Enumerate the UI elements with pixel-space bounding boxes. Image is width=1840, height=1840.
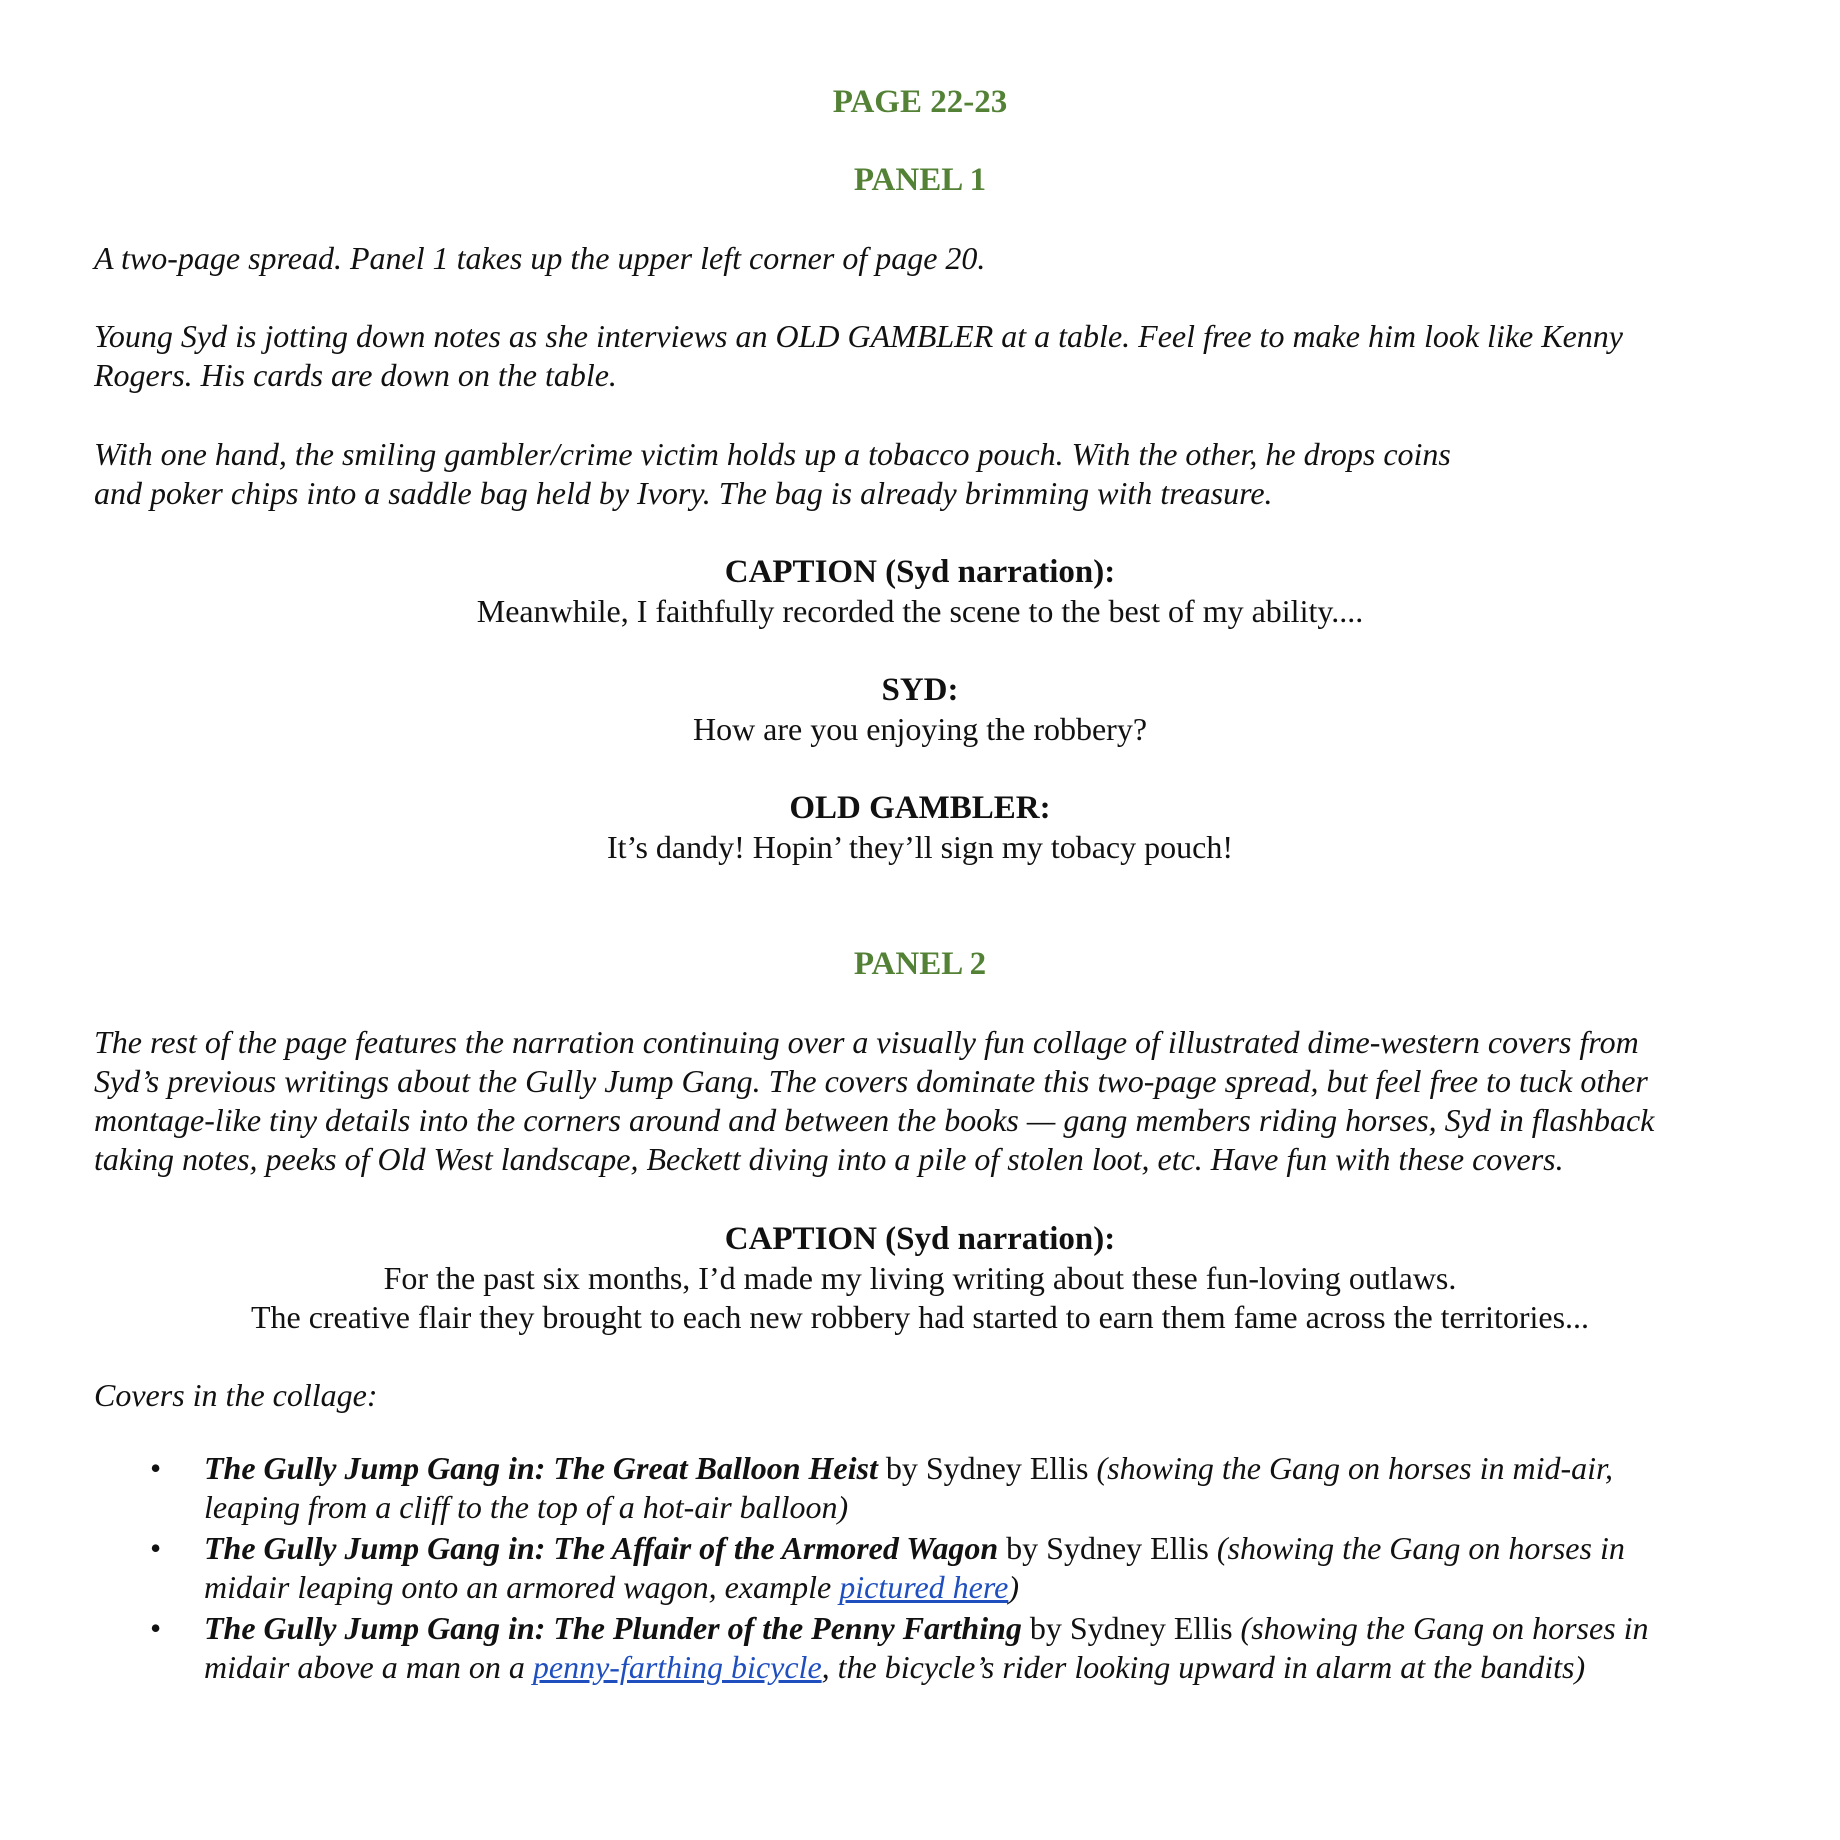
dialogue-line: Meanwhile, I faithfully recorded the scene to the best of my ability.... <box>476 593 1364 629</box>
caption-line-1: For the past six months, I’d made my living writing about these fun-loving outlaws. <box>383 1260 1457 1296</box>
dialogue-line: How are you enjoying the robbery? <box>692 711 1148 747</box>
cover-note: (showing the Gang on horses in mid-air, <box>1096 1450 1613 1486</box>
cover-title: The Gully Jump Gang in: The Affair of the Armored Wagon <box>204 1530 999 1566</box>
list-item <box>0 1609 1840 1687</box>
dialogue-speaker: OLD GAMBLER: <box>789 790 1051 826</box>
panel-1-description-3-line-1: With one hand, the smiling gambler/crime victim holds up a tobacco pouch. With the other, he drops coins <box>94 436 1451 472</box>
cover-note-text: midair leaping onto an armored wagon, example <box>204 1569 840 1605</box>
panel-1-description-2-line-1: Young Syd is jotting down notes as she interviews an OLD GAMBLER at a table. Feel free to make him look like Kenny <box>94 318 1623 354</box>
panel-1-description-1 <box>94 239 1774 278</box>
cover-note-text: , the bicycle’s rider looking upward in alarm at the bandits) <box>821 1649 1586 1685</box>
cover-note-line-2: leaping from a cliff to the top of a hot-air balloon) <box>204 1489 849 1525</box>
dialogue-line: It’s dandy! Hopin’ they’ll sign my tobacy pouch! <box>607 829 1233 865</box>
cover-line-1 <box>204 1449 1840 1488</box>
cover-note-line-2 <box>204 1568 1840 1607</box>
bullet-icon: • <box>150 1450 162 1486</box>
panel-1-description-3-line-2: and poker chips into a saddle bag held by Ivory. The bag is already brimming with treasure. <box>94 475 1273 511</box>
list-item <box>0 1449 1840 1527</box>
dialogue-speaker: CAPTION (Syd narration): <box>724 554 1116 590</box>
covers-list <box>0 1449 1840 1689</box>
panel-2-description-line-2: Syd’s previous writings about the Gully Jump Gang. The covers dominate this two-page spread, but feel free to tuck other <box>94 1063 1648 1099</box>
panel-2-caption-block <box>0 1219 1840 1337</box>
panel-1-heading: PANEL 1 <box>853 162 987 198</box>
cover-author: by Sydney Ellis <box>877 1450 1097 1486</box>
covers-intro-text: Covers in the collage: <box>94 1377 378 1413</box>
cover-title: The Gully Jump Gang in: The Great Balloon Heist <box>204 1450 878 1486</box>
panel-2-heading: PANEL 2 <box>853 946 987 982</box>
panel-1-description-2 <box>94 317 1774 395</box>
panel-1-description-1-text: A two-page spread. Panel 1 takes up the upper left corner of page 20. <box>94 240 986 276</box>
panel-2-description-line-1: The rest of the page features the narration continuing over a visually fun collage of illustrated dime-western covers from <box>94 1024 1639 1060</box>
dialogue-speaker: SYD: <box>881 672 959 708</box>
panel-2-description-line-3: montage-like tiny details into the corners around and between the books — gang members riding horses, Syd in flashback <box>94 1102 1655 1138</box>
panel-1-gambler-dialogue-block <box>0 788 1840 867</box>
bullet-icon: • <box>150 1610 162 1646</box>
cover-note-line-2 <box>204 1648 1840 1687</box>
caption-line-2: The creative flair they brought to each new robbery had started to earn them fame across the territories... <box>250 1299 1590 1335</box>
cover-note-text: ) <box>1008 1569 1019 1605</box>
cover-author: by Sydney Ellis <box>998 1530 1217 1566</box>
covers-intro <box>94 1376 1774 1415</box>
panel-1-description-3 <box>94 435 1774 513</box>
bullet-icon: • <box>150 1530 162 1566</box>
dialogue-speaker: CAPTION (Syd narration): <box>724 1221 1116 1257</box>
panel-2-description <box>94 1023 1774 1179</box>
page-heading: PAGE 22-23 <box>832 84 1008 120</box>
pictured-here-link[interactable]: pictured here <box>839 1569 1009 1605</box>
cover-title: The Gully Jump Gang in: The Plunder of the Penny Farthing <box>204 1610 1022 1646</box>
panel-1-description-2-line-2: Rogers. His cards are down on the table. <box>94 357 617 393</box>
panel-1-syd-dialogue-block <box>0 670 1840 749</box>
panel-1-caption-block <box>0 552 1840 631</box>
penny-farthing-link[interactable]: penny-farthing bicycle <box>532 1649 822 1685</box>
cover-note: (showing the Gang on horses in <box>1240 1610 1649 1646</box>
cover-note-text: midair above a man on a <box>204 1649 533 1685</box>
list-item <box>0 1529 1840 1607</box>
cover-line-1 <box>204 1529 1840 1568</box>
cover-line-1 <box>204 1609 1840 1648</box>
cover-note: (showing the Gang on horses in <box>1216 1530 1625 1566</box>
cover-author: by Sydney Ellis <box>1021 1610 1241 1646</box>
panel-2-description-line-4: taking notes, peeks of Old West landscape, Beckett diving into a pile of stolen loot, etc. Have fun with these covers. <box>94 1141 1564 1177</box>
